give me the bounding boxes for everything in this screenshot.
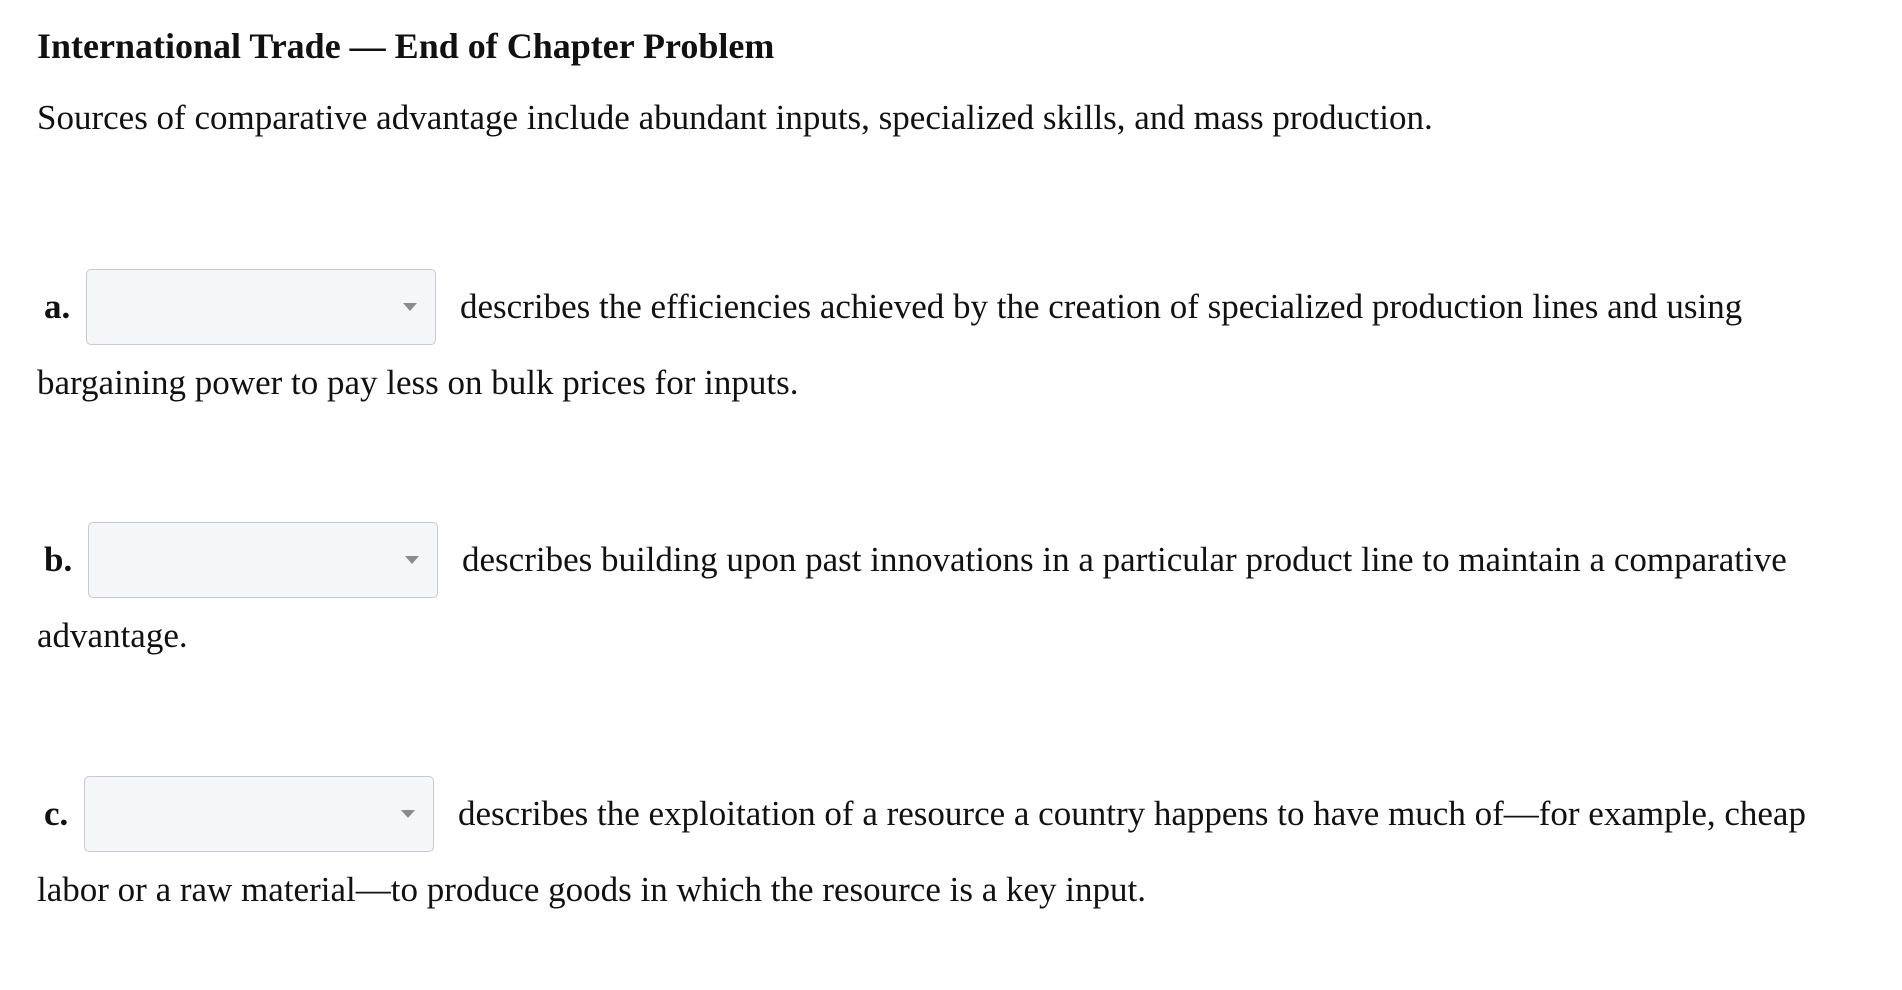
question-label: b. — [44, 539, 73, 579]
question-text-continued: labor or a raw material—to produce goods in which the resource is a key input. — [37, 869, 1146, 909]
question-label: a. — [44, 286, 71, 326]
page-title: International Trade — End of Chapter Problem — [37, 26, 775, 66]
answer-dropdown-c[interactable] — [84, 776, 434, 852]
question-text: describes building upon past innovations in a particular product line to maintain a comparative — [462, 539, 1787, 579]
chevron-down-icon — [405, 556, 419, 564]
question-text-continued: advantage. — [37, 615, 188, 655]
question-text: describes the exploitation of a resource a country happens to have much of—for example, cheap — [458, 793, 1806, 833]
question-a — [37, 266, 1884, 421]
answer-dropdown-a[interactable] — [86, 269, 436, 345]
intro-text: Sources of comparative advantage include abundant inputs, specialized skills, and mass production. — [37, 98, 1433, 137]
question-c — [37, 773, 1884, 928]
question-text: describes the efficiencies achieved by the creation of specialized production lines and using — [460, 286, 1743, 326]
chevron-down-icon — [401, 810, 415, 818]
chevron-down-icon — [403, 303, 417, 311]
question-label: c. — [44, 793, 69, 833]
answer-dropdown-b[interactable] — [88, 522, 438, 598]
question-b — [37, 519, 1884, 674]
question-text-continued: bargaining power to pay less on bulk prices for inputs. — [37, 362, 799, 402]
